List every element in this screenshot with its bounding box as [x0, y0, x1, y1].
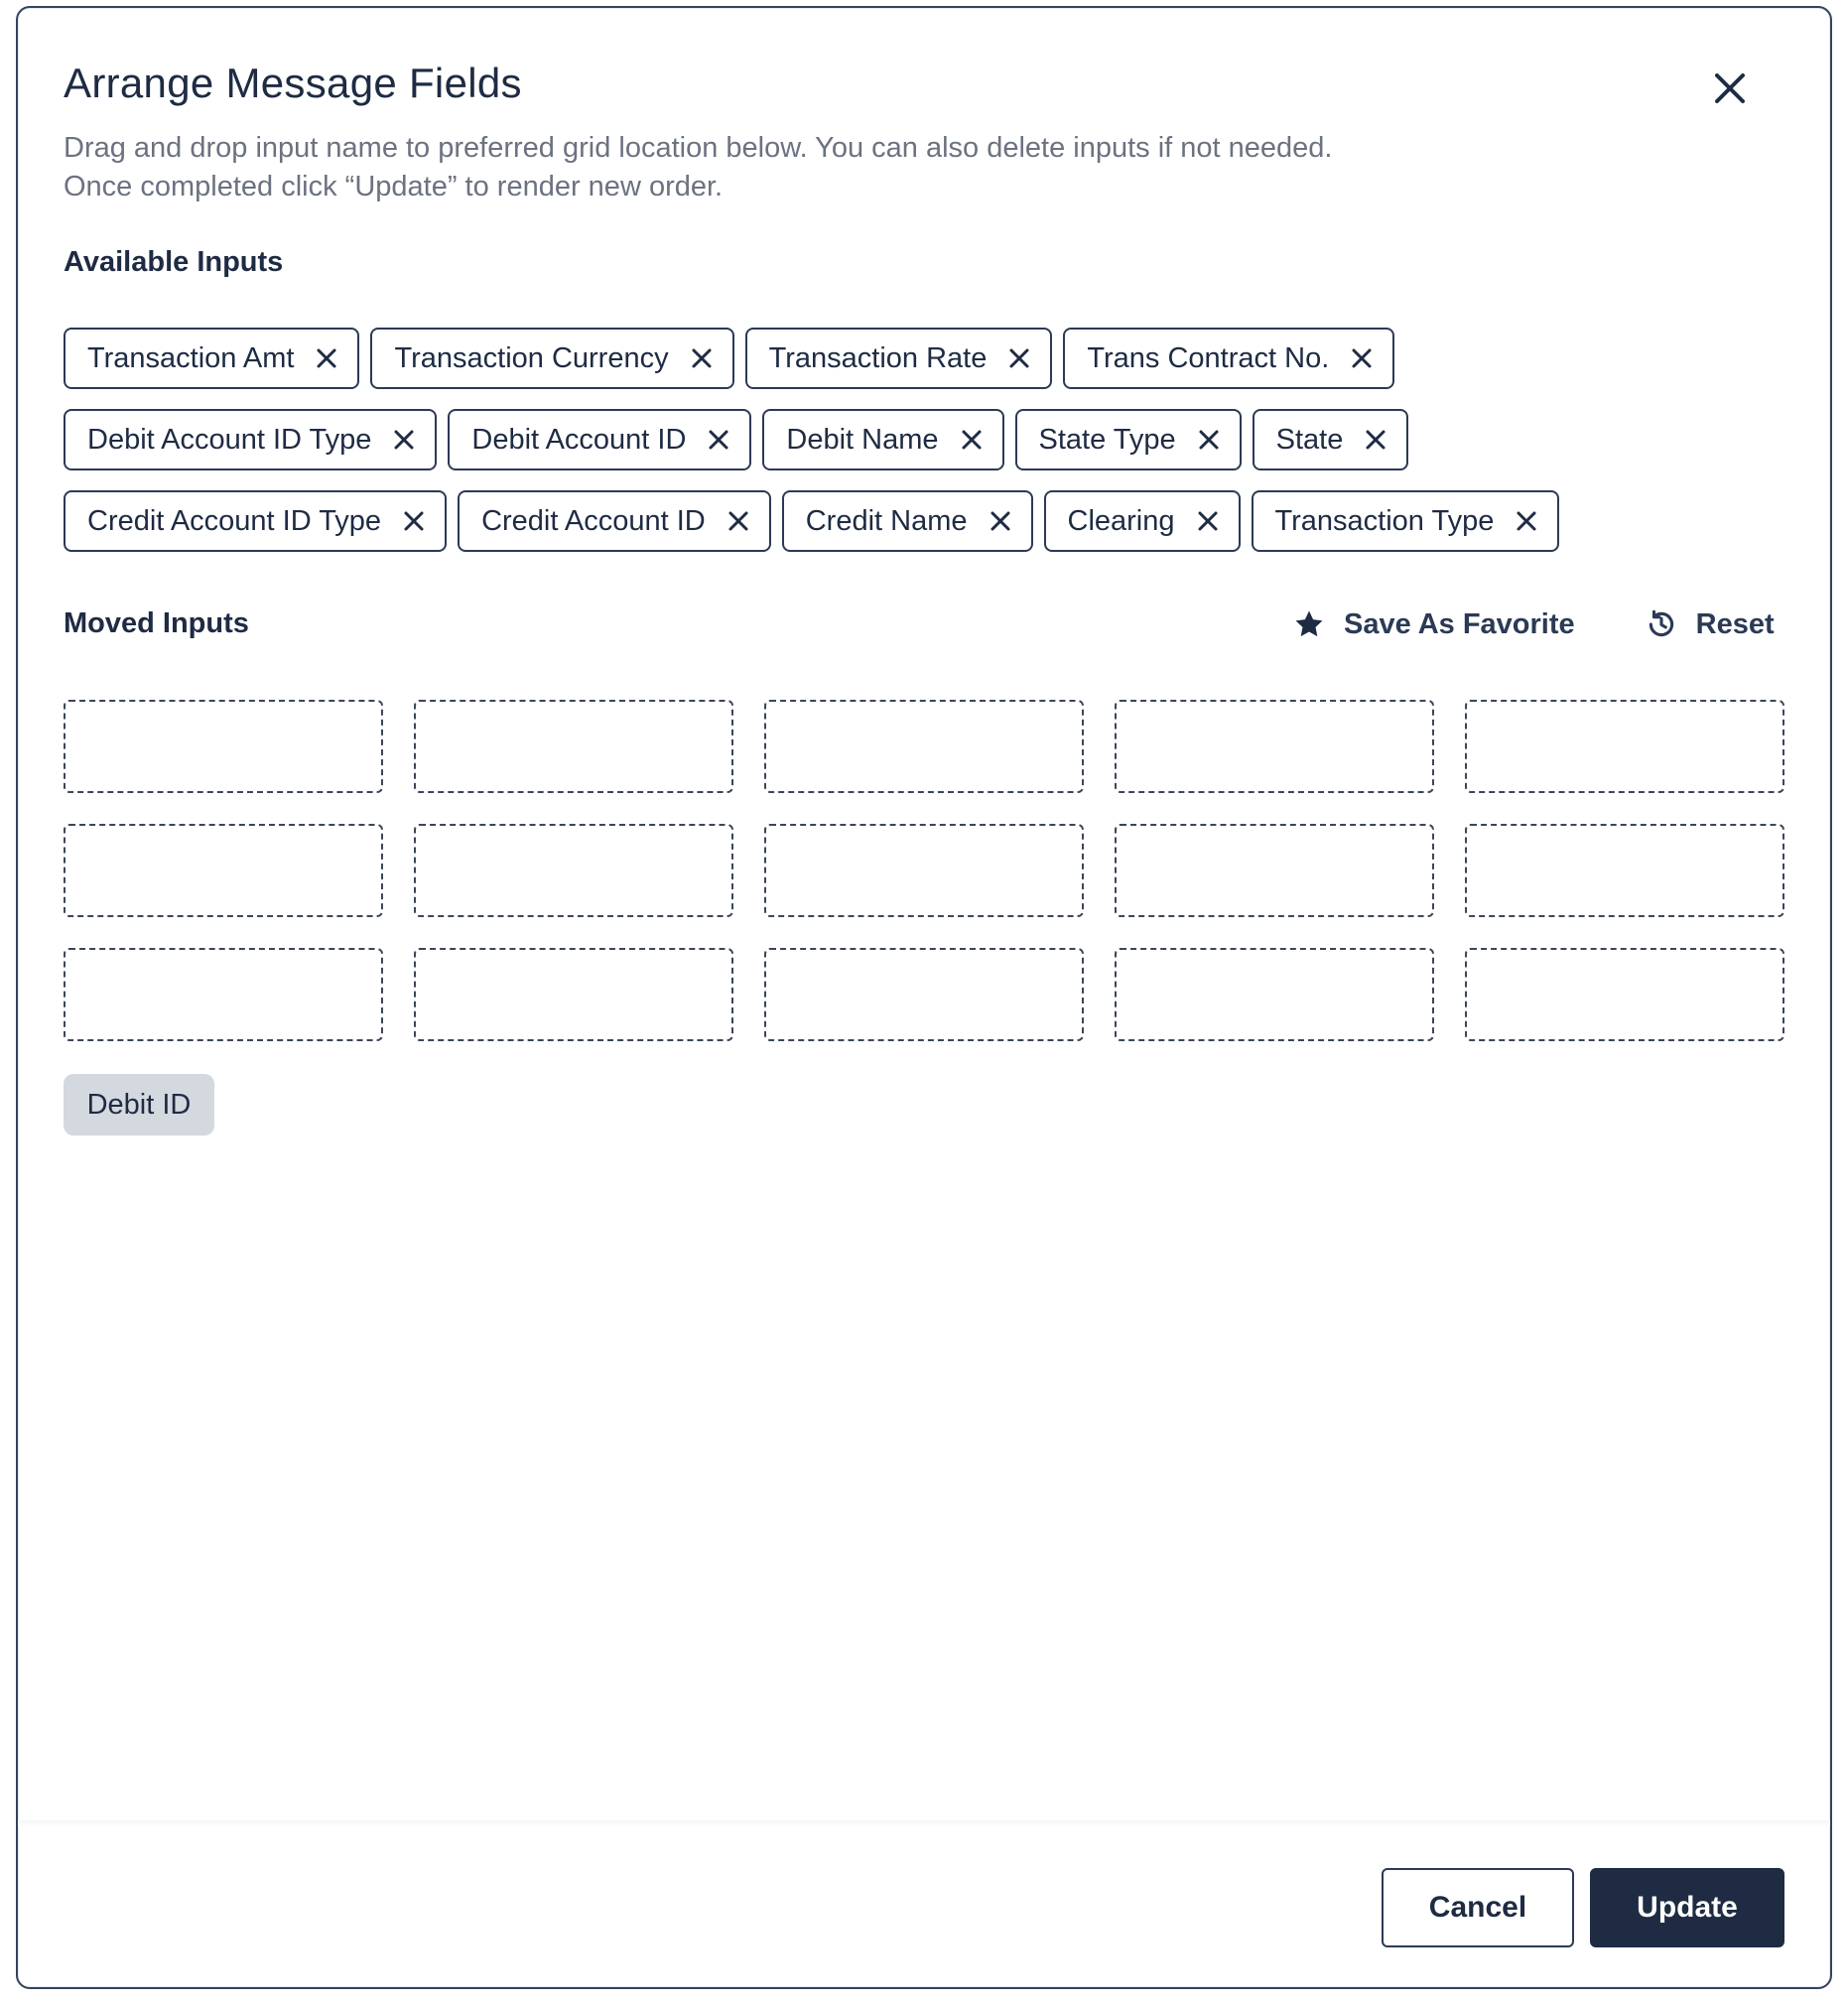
- drop-slot[interactable]: [414, 824, 733, 917]
- remove-input-icon[interactable]: [1514, 508, 1539, 534]
- remove-input-icon[interactable]: [726, 508, 751, 534]
- input-chip-label: Credit Account ID Type: [87, 504, 382, 537]
- instructions-line-2: Once completed click “Update” to render new order.: [64, 171, 724, 202]
- available-inputs-row: [64, 490, 1790, 552]
- input-chip-label: State Type: [1038, 423, 1176, 456]
- drop-slot[interactable]: [64, 700, 383, 793]
- close-icon: [1705, 64, 1755, 113]
- input-chip[interactable]: [1253, 409, 1409, 470]
- input-chip-label: Clearing: [1067, 504, 1175, 537]
- footer-divider: [18, 1820, 1830, 1826]
- input-chip[interactable]: [1063, 328, 1394, 389]
- moved-inputs-label: Moved Inputs: [64, 607, 249, 639]
- remove-input-icon[interactable]: [689, 345, 715, 371]
- arrange-fields-dialog: [16, 6, 1832, 1989]
- drop-slot[interactable]: [764, 700, 1084, 793]
- input-chip[interactable]: [370, 328, 733, 389]
- remove-input-icon[interactable]: [401, 508, 427, 534]
- input-chip-label: State: [1275, 423, 1344, 456]
- input-chip-label: Debit Name: [786, 423, 939, 456]
- input-chip-label: Transaction Type: [1274, 504, 1495, 537]
- input-chip[interactable]: [1252, 490, 1560, 552]
- drop-slot[interactable]: [764, 948, 1084, 1041]
- input-chip[interactable]: [64, 409, 437, 470]
- input-chip[interactable]: [448, 409, 751, 470]
- input-chip[interactable]: [762, 409, 1003, 470]
- drop-slot[interactable]: [414, 948, 733, 1041]
- reset-button[interactable]: [1645, 607, 1775, 641]
- input-chip[interactable]: [64, 490, 447, 552]
- drop-slot[interactable]: [64, 824, 383, 917]
- input-chip[interactable]: [64, 328, 359, 389]
- input-chip-label: Debit Account ID: [471, 423, 687, 456]
- instructions-line-1: Drag and drop input name to preferred grid location below. You can also delete inputs if not needed.: [64, 132, 1333, 164]
- input-chip-label: Transaction Currency: [394, 341, 669, 374]
- input-chip[interactable]: [1044, 490, 1241, 552]
- drop-slot[interactable]: [414, 700, 733, 793]
- input-chip[interactable]: [1015, 409, 1242, 470]
- remove-input-icon[interactable]: [1006, 345, 1032, 371]
- drop-slot[interactable]: [1115, 948, 1434, 1041]
- remove-input-icon[interactable]: [959, 427, 985, 453]
- remove-input-icon[interactable]: [1363, 427, 1388, 453]
- input-chip-label: Credit Name: [805, 504, 968, 537]
- remove-input-icon[interactable]: [314, 345, 339, 371]
- available-inputs-label: Available Inputs: [64, 246, 284, 278]
- input-chip-label: Transaction Amt: [87, 341, 295, 374]
- input-chip-label: Debit Account ID Type: [87, 423, 372, 456]
- available-inputs-row: [64, 328, 1790, 389]
- dialog-title: Arrange Message Fields: [64, 60, 522, 106]
- drop-slot[interactable]: [1115, 824, 1434, 917]
- remove-input-icon[interactable]: [391, 427, 417, 453]
- available-inputs-row: [64, 409, 1790, 470]
- input-chip-label: Transaction Rate: [768, 341, 988, 374]
- remove-input-icon[interactable]: [706, 427, 731, 453]
- input-chip[interactable]: [782, 490, 1033, 552]
- input-chip-label: Trans Contract No.: [1087, 341, 1330, 374]
- drop-slot[interactable]: [764, 824, 1084, 917]
- remove-input-icon[interactable]: [988, 508, 1013, 534]
- reset-label: Reset: [1695, 607, 1775, 640]
- remove-input-icon[interactable]: [1195, 508, 1221, 534]
- input-chip[interactable]: [458, 490, 771, 552]
- history-icon: [1645, 607, 1678, 641]
- remove-input-icon[interactable]: [1196, 427, 1222, 453]
- drop-slot[interactable]: [1465, 948, 1784, 1041]
- drop-slot[interactable]: [1465, 824, 1784, 917]
- star-icon: [1292, 607, 1326, 641]
- input-chip[interactable]: [745, 328, 1053, 389]
- save-as-favorite-button[interactable]: [1292, 607, 1575, 641]
- moved-inputs-grid: [64, 700, 1784, 1041]
- save-as-favorite-label: Save As Favorite: [1344, 607, 1575, 640]
- dialog-instructions: [64, 129, 1552, 206]
- remove-input-icon[interactable]: [1349, 345, 1375, 371]
- drop-slot[interactable]: [64, 948, 383, 1041]
- moved-inputs-actions: [1292, 607, 1775, 641]
- drop-slot[interactable]: [1115, 700, 1434, 793]
- update-button[interactable]: Update: [1590, 1868, 1784, 1947]
- available-inputs-list: [64, 328, 1790, 572]
- close-button[interactable]: [1705, 64, 1755, 113]
- cancel-button[interactable]: Cancel: [1382, 1868, 1574, 1947]
- dragging-input-chip[interactable]: Debit ID: [64, 1074, 214, 1136]
- input-chip-label: Credit Account ID: [481, 504, 706, 537]
- drop-slot[interactable]: [1465, 700, 1784, 793]
